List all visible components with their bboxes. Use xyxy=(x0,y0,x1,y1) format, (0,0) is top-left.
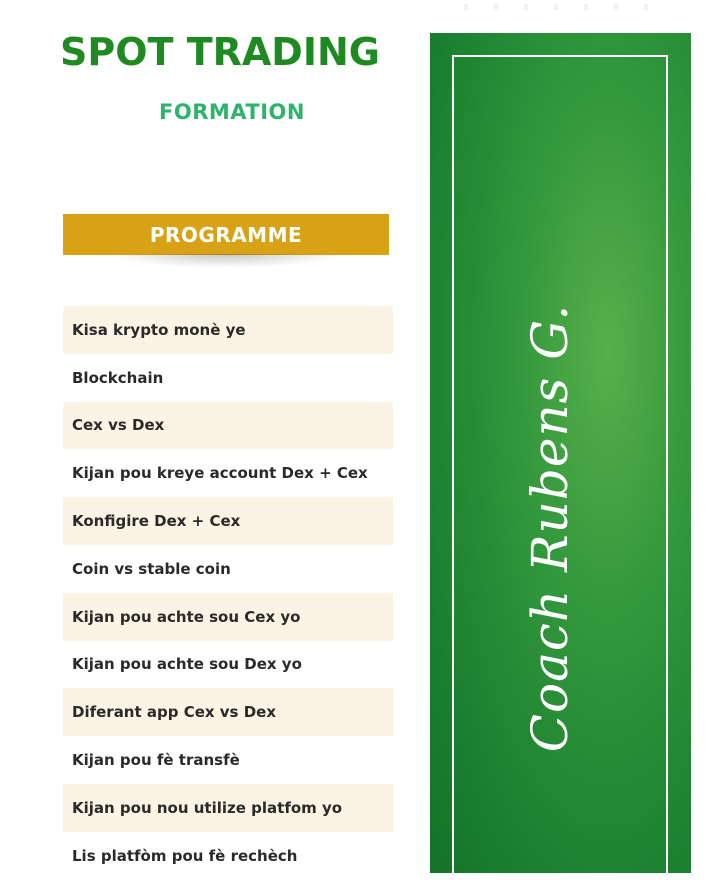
programme-list xyxy=(63,306,393,880)
list-item: Cex vs Dex xyxy=(63,402,393,450)
list-item: Konfigire Dex + Cex xyxy=(63,497,393,545)
list-item: Kijan pou nou utilize platfom yo xyxy=(63,784,393,832)
list-item: Lis platfòm pou fè rechèch xyxy=(72,846,298,865)
coach-side-panel xyxy=(430,33,691,873)
list-item: Coin vs stable coin xyxy=(72,559,231,578)
banner-shadow xyxy=(110,254,342,268)
programme-banner: PROGRAMME xyxy=(63,214,389,255)
list-item: Diferant app Cex vs Dex xyxy=(63,688,393,736)
list-item: Kijan pou kreye account Dex + Cex xyxy=(72,464,368,483)
list-item: Kijan pou achte sou Cex yo xyxy=(63,593,393,641)
page-subtitle: FORMATION xyxy=(159,100,305,124)
top-decoration-dots xyxy=(464,4,674,10)
list-item: Kisa krypto monè ye xyxy=(63,306,393,354)
coach-signature: Coach Rubens G. xyxy=(521,303,579,753)
page-title: SPOT TRADING xyxy=(60,30,380,74)
list-item: Kijan pou achte sou Dex yo xyxy=(72,655,302,674)
list-item: Kijan pou fè transfè xyxy=(72,751,240,770)
list-item: Blockchain xyxy=(72,368,164,387)
